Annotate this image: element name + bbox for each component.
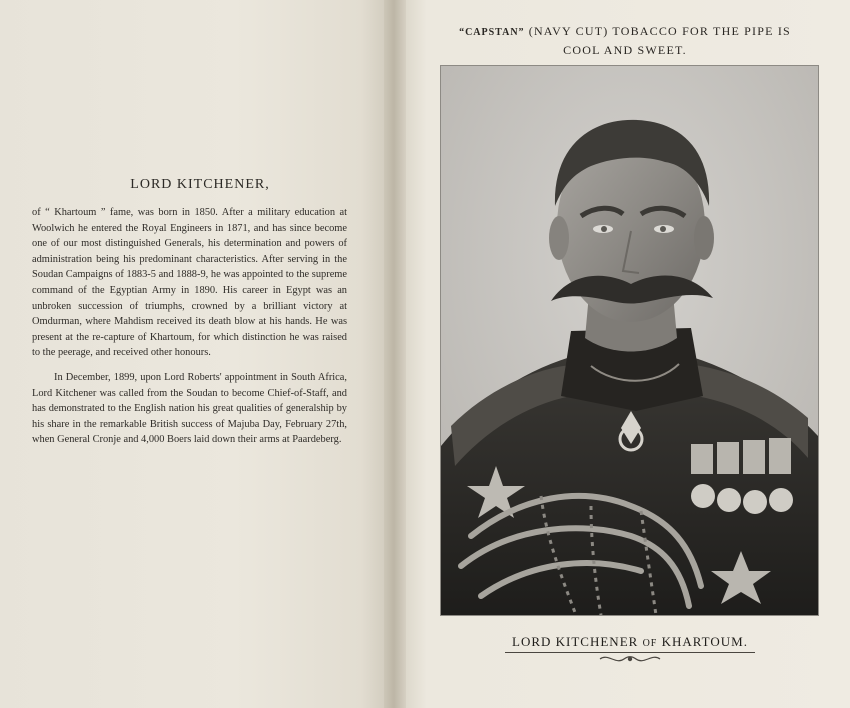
book-gutter — [384, 0, 406, 708]
ad-line-1 — [410, 24, 840, 39]
bio-paragraph-1: of “ Khartoum ” fame, was born in 1850. After a military education at Woolwich he entered the Royal Engineers in 1871, and has since become one of our most distinguished Generals, his determination and powers of administration being his predominant characteristics. After serving in the Soudan Campaigns of 1883-5 and 1888-9, he was appointed to the supreme command of the Egyptian Army in 1890. His career in Egypt was an unbroken succession of triumphs, crowned by a brilliant victory at Omdurman, where Mahdism received its death blow at his hands. He was present at the re-capture of Khartoum, for which distinction he was raised to the peerage, and received other honours. — [32, 207, 347, 359]
portrait-caption — [500, 634, 760, 650]
bio-title: LORD KITCHENER, — [130, 177, 270, 192]
caption-place: KHARTOUM. — [661, 634, 748, 649]
portrait-photo — [441, 66, 818, 615]
caption-name: LORD KITCHENER — [512, 634, 639, 649]
ornament-flourish-icon — [598, 652, 662, 666]
ad-line-1-rest: (NAVY CUT) TOBACCO FOR THE PIPE IS — [528, 24, 791, 38]
caption-of: OF — [642, 638, 658, 649]
bio-paragraph-2: In December, 1899, upon Lord Roberts' appointment in South Africa, Lord Kitchener was called from the Soudan to become Chief-of-Staff, and has demonstrated to the English nation his great qualities of generalship by his share in the remarkable British success of Majuba Day, February 27th, when General Cronje and 4,000 Boers laid down their arms at Paardeberg. — [32, 371, 347, 446]
bio-text — [32, 205, 347, 457]
ad-line-2: COOL AND SWEET. — [563, 43, 687, 57]
ad-brand: “CAPSTAN” — [459, 27, 525, 38]
